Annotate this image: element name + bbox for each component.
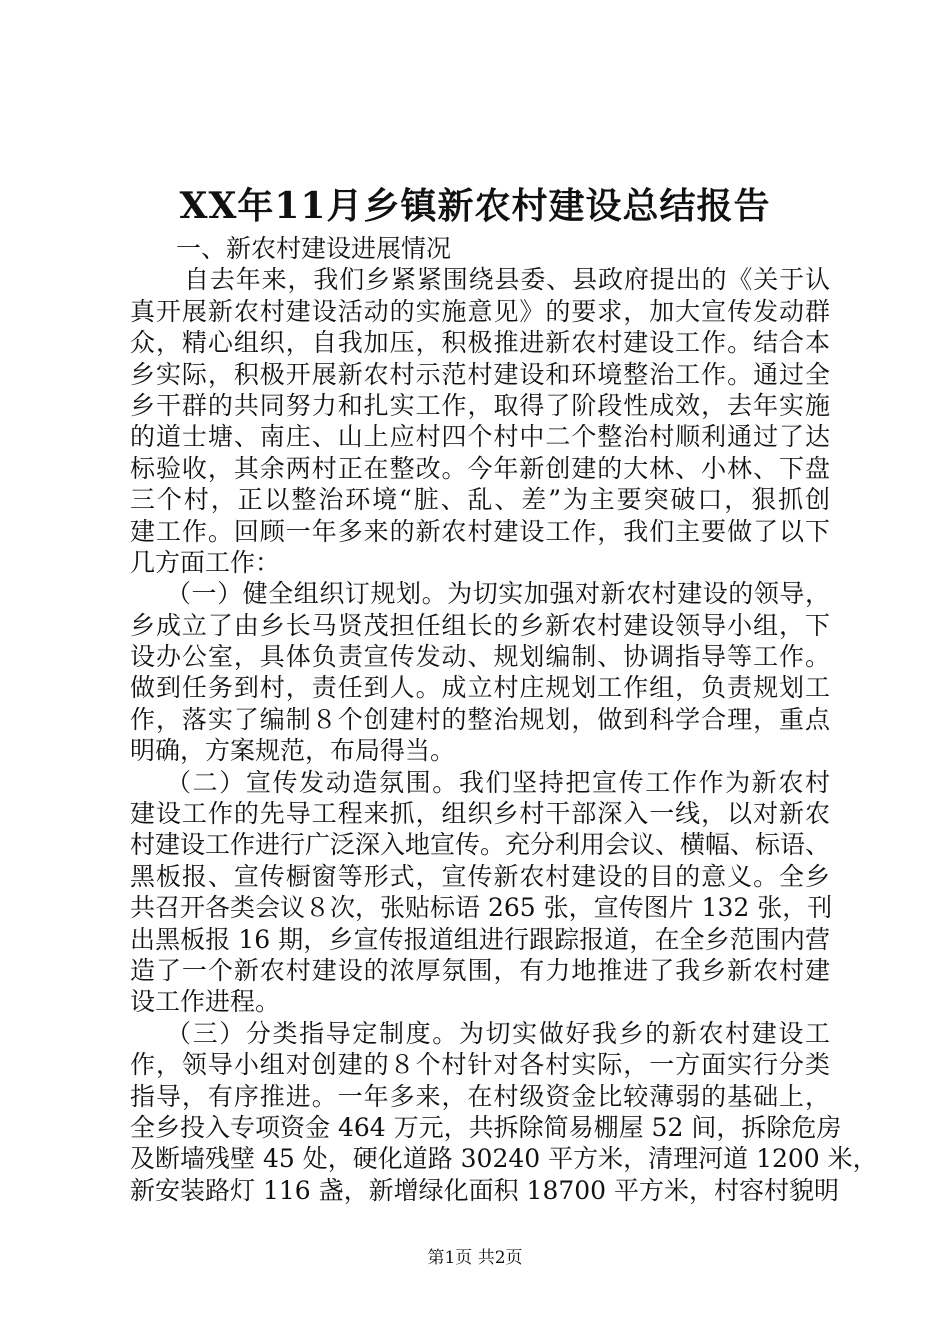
paragraph-line: 乡成立了由乡长马贤茂担任组长的乡新农村建设领导小组，下	[130, 610, 830, 640]
paragraph-line: 标验收，其余两村正在整改。今年新创建的大林、小林、下盘	[130, 453, 830, 483]
paragraph-line: 全乡投入专项资金 464 万元，共拆除简易棚屋 52 间，拆除危房	[130, 1112, 842, 1142]
document-title: XX年11月乡镇新农村建设总结报告	[179, 185, 771, 227]
paragraph-line: 村建设工作进行广泛深入地宣传。充分利用会议、横幅、标语、	[130, 830, 831, 860]
paragraph-line: 出黑板报 16 期，乡宣传报道组进行跟踪报道，在全乡范围内营	[130, 924, 830, 954]
paragraph-line: 的道士塘、南庄、山上应村四个村中二个整治村顺利通过了达	[130, 422, 830, 452]
paragraph-line: 乡干群的共同努力和扎实工作，取得了阶段性成效，去年实施	[130, 390, 830, 420]
paragraph-line: 三个村，正以整治环境“脏、乱、差”为主要突破口，狠抓创	[130, 485, 830, 515]
document-body	[130, 233, 878, 1206]
page-footer: 第1页 共2页	[427, 1248, 523, 1268]
paragraph-line: 设办公室，具体负责宣传发动、规划编制、协调指导等工作。	[130, 642, 830, 672]
paragraph-line: 黑板报、宣传橱窗等形式，宣传新农村建设的目的意义。全乡	[130, 861, 830, 891]
paragraph-line: 明确，方案规范，布局得当。	[130, 736, 456, 766]
paragraph-line: 造了一个新农村建设的浓厚氛围，有力地推进了我乡新农村建	[130, 955, 830, 985]
paragraph-line: 几方面工作：	[130, 547, 281, 577]
paragraph-line: 新安装路灯 116 盏，新增绿化面积 18700 平方米，村容村貌明	[130, 1175, 840, 1205]
paragraph-line: （三）分类指导定制度。为切实做好我乡的新农村建设工	[166, 1018, 830, 1048]
paragraph-line: 做到任务到村，责任到人。成立村庄规划工作组，负责规划工	[130, 673, 830, 703]
paragraph-line: （二）宣传发动造氛围。我们坚持把宣传工作作为新农村	[166, 767, 830, 797]
paragraph-line: 乡实际，积极开展新农村示范村建设和环境整治工作。通过全	[130, 359, 830, 389]
paragraph-line: 作，领导小组对创建的８个村针对各村实际，一方面实行分类	[130, 1050, 830, 1080]
paragraph-line: 众，精心组织，自我加压，积极推进新农村建设工作。结合本	[130, 328, 830, 358]
paragraph-line: 建工作。回顾一年多来的新农村建设工作，我们主要做了以下	[130, 516, 830, 546]
paragraph-line: 自去年来，我们乡紧紧围绕县委、县政府提出的《关于认	[184, 265, 830, 295]
paragraph-line: （一）健全组织订规划。为切实加强对新农村建设的领导，	[166, 579, 830, 609]
paragraph-line: 真开展新农村建设活动的实施意见》的要求，加大宣传发动群	[130, 296, 830, 326]
paragraph-line: 共召开各类会议８次，张贴标语 265 张，宣传图片 132 张，刊	[130, 893, 833, 923]
paragraph-line: 指导，有序推进。一年多来，在村级资金比较薄弱的基础上，	[130, 1081, 830, 1111]
paragraph-line: 作，落实了编制８个创建村的整治规划，做到科学合理，重点	[130, 704, 830, 734]
paragraph-line: 设工作进程。	[130, 987, 281, 1017]
paragraph-line: 及断墙残壁 45 处，硬化道路 30240 平方米，清理河道 1200 米，	[130, 1144, 878, 1174]
paragraph-line: 建设工作的先导工程来抓，组织乡村干部深入一线，以对新农	[130, 799, 830, 829]
section-heading: 一、新农村建设进展情况	[176, 234, 452, 263]
